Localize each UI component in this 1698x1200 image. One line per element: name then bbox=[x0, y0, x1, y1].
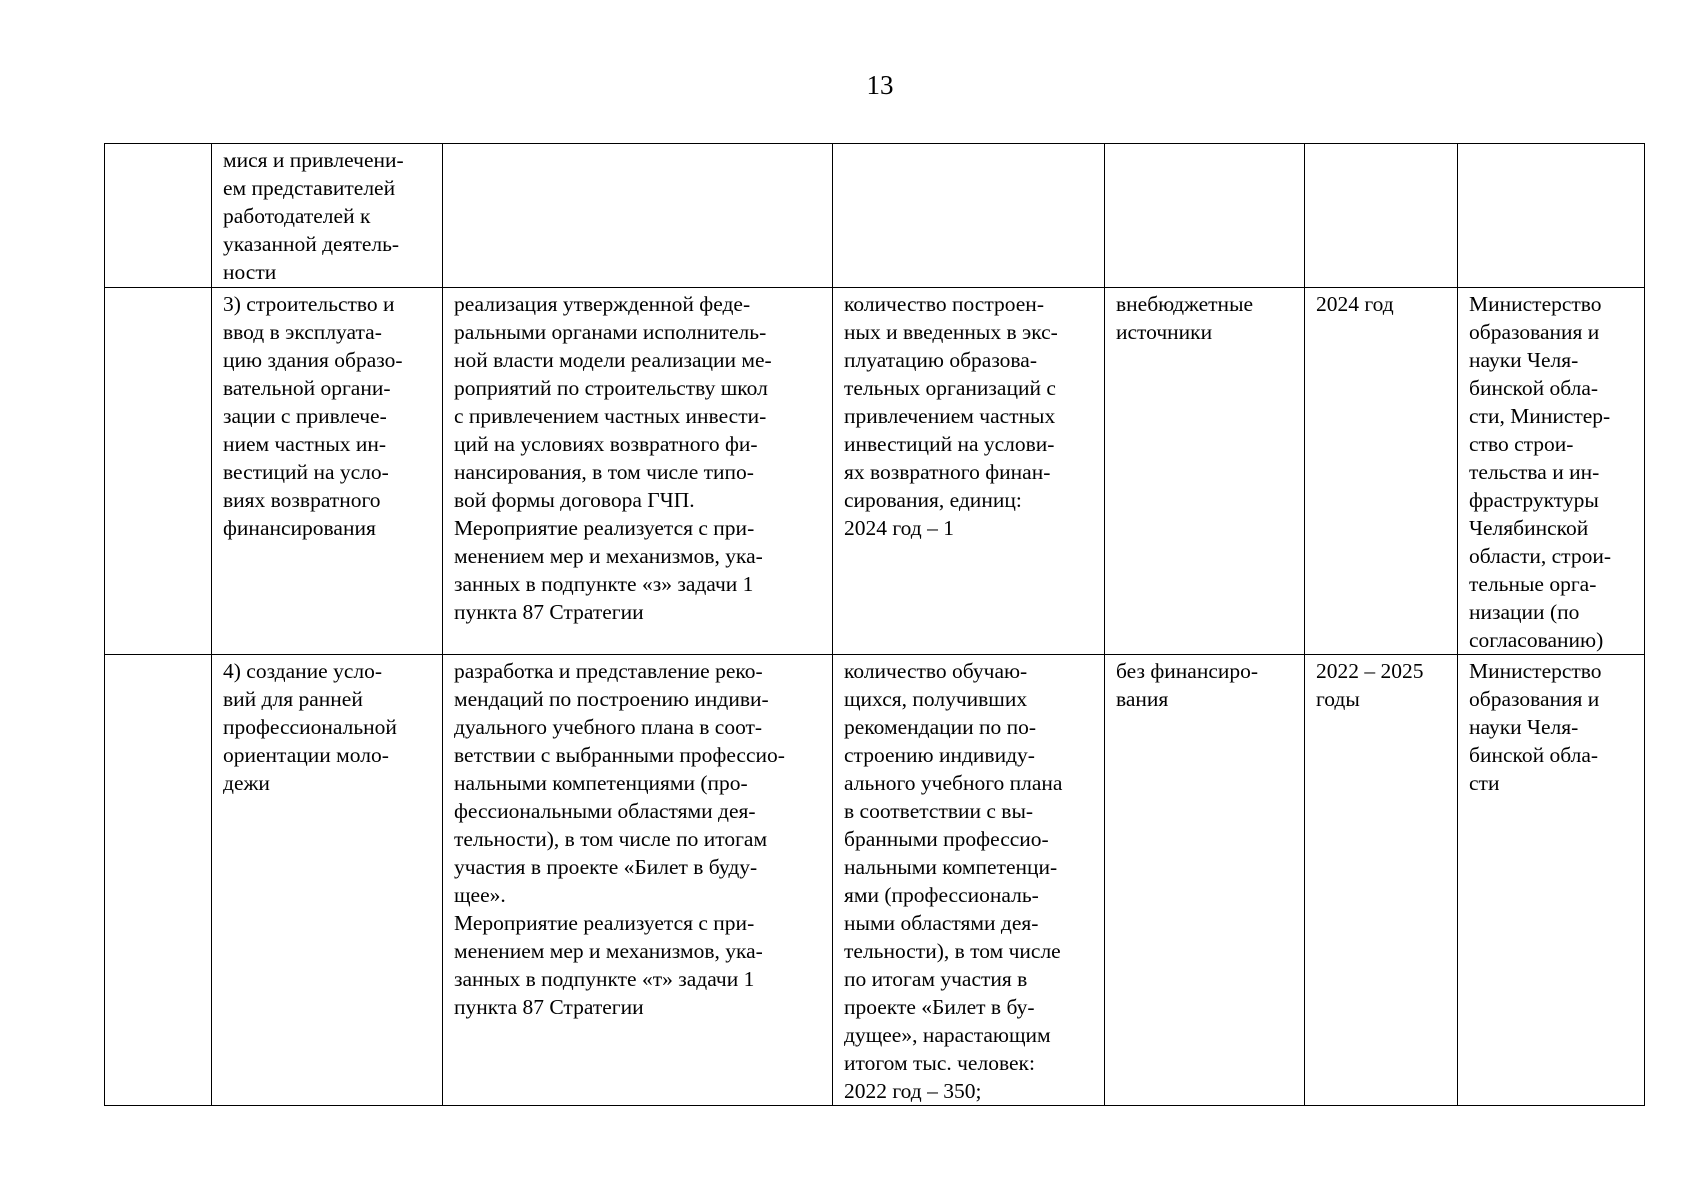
activity-cell: реализация утвержденной феде- ральными органами исполнитель- ной власти модели реализации ме- роприятий по строительству школ с привлечением частных инвести- ций на условиях возвратного фи- нансирования, в том числе типо- вой формы договора ГЧП. Мероприятие реализуется с при- менением мер и механизмов, ука- занных в подпункте «з» задачи 1 пункта 87 Стратегии bbox=[443, 288, 833, 655]
indicator-cell bbox=[833, 144, 1105, 288]
responsible-cell: Министерство образования и науки Челя- бинской обла- сти bbox=[1458, 655, 1645, 1106]
responsible-cell: Министерство образования и науки Челя- бинской обла- сти, Министер- ство строи- тельства и ин- фраструктуры Челябинской области, строи- тельные орга- низации (по согласованию) bbox=[1458, 288, 1645, 655]
period-cell: 2024 год bbox=[1305, 288, 1458, 655]
task-cell: мися и привлечени- ем представителей работодателей к указанной деятель- ности bbox=[212, 144, 443, 288]
page-number: 13 bbox=[866, 70, 894, 100]
funding-cell: внебюджетные источники bbox=[1105, 288, 1305, 655]
funding-cell bbox=[1105, 144, 1305, 288]
task-cell: 4) создание усло- вий для ранней профессиональной ориентации моло- дежи bbox=[212, 655, 443, 1106]
row-number-cell bbox=[105, 288, 212, 655]
period-cell bbox=[1305, 144, 1458, 288]
row-number-cell bbox=[105, 655, 212, 1106]
activity-cell: разработка и представление реко- мендаций по построению индиви- дуального учебного плана в соот- ветствии с выбранными профессио- нальными компетенциями (про- фессиональными областями дея- тельности), в том числе по итогам участия в проекте «Билет в буду- щее». Мероприятие реализуется с при- менением мер и механизмов, ука- занных в подпункте «т» задачи 1 пункта 87 Стратегии bbox=[443, 655, 833, 1106]
measures-table bbox=[104, 143, 1645, 1106]
indicator-cell: количество обучаю- щихся, получивших рекомендации по по- строению индивиду- ального учебного плана в соответствии с вы- бранными профессио- нальными компетенци- ями (профессиональ- ными областями дея- тельности), в том числе по итогам участия в проекте «Билет в бу- дущее», нарастающим итогом тыс. человек: 2022 год – 350; bbox=[833, 655, 1105, 1106]
activity-cell bbox=[443, 144, 833, 288]
row-number-cell bbox=[105, 144, 212, 288]
table-row bbox=[105, 655, 1645, 1106]
indicator-cell: количество построен- ных и введенных в экс- плуатацию образова- тельных организаций с привлечением частных инвестиций на услови- ях возвратного финан- сирования, единиц: 2024 год – 1 bbox=[833, 288, 1105, 655]
period-cell: 2022 – 2025 годы bbox=[1305, 655, 1458, 1106]
table-row bbox=[105, 288, 1645, 655]
responsible-cell bbox=[1458, 144, 1645, 288]
task-cell: 3) строительство и ввод в эксплуата- цию здания образо- вательной органи- зации с привлече- нием частных ин- вестиций на усло- виях возвратного финансирования bbox=[212, 288, 443, 655]
funding-cell: без финансиро- вания bbox=[1105, 655, 1305, 1106]
table-row bbox=[105, 144, 1645, 288]
